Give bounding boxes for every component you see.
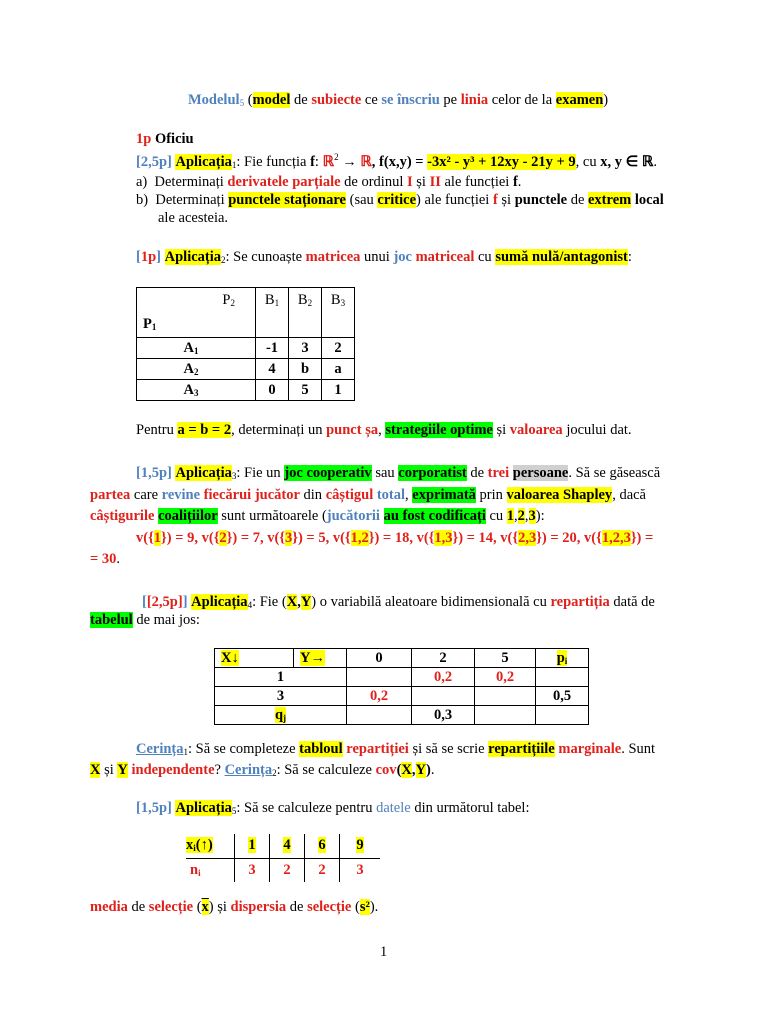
document-title: Modelul$_5$ (model de subiecte ce se înscriu pe linia celor de la examen) <box>188 92 609 108</box>
app3-line2: partea care revine fiecărui jucător din câștigul total, exprimată prin valoarea Shapley, dacă <box>90 487 646 503</box>
matrix-row: $A_3$ 0 5 1 <box>137 380 355 401</box>
app1-item-a: a) Determinați derivatele parțiale de ordinul I și II ale funcției f. <box>136 174 522 190</box>
sample-table: $x_i(↑)$ 1 4 6 9 $n_i$ 3 2 2 3 <box>186 834 380 882</box>
app4-req1: Cerința$_1$: Să se completeze tabloul repartiției și să se scrie repartițiile marginale. Sunt <box>136 741 656 757</box>
app3-line3: câștigurile coalițiilor sunt următoarele (jucătorii au fost codificați cu 1,2,3): <box>90 508 545 524</box>
app4-line1: [[2,5p]] Aplicația$_4$: Fie (X,Y) o variabilă aleatoare bidimensională cu repartiția dată de <box>142 594 655 610</box>
app5-statement: [1,5p] Aplicația$_5$: Să se calculeze pentru datele din următorul tabel: <box>136 800 530 816</box>
app1-item-b: b) Determinați punctele staționare (sau critice) ale funcției f și punctele de extrem local <box>136 192 664 208</box>
matrix-row: $A_1$ -1 3 2 <box>137 338 355 359</box>
distribution-row: 1 0,2 0,2 <box>215 668 589 687</box>
app4-req2: X și Y independente? Cerința$_2$: Să se calculeze cov(X,Y). <box>90 762 435 778</box>
distribution-row: 3 0,2 0,5 <box>215 687 589 706</box>
app2-statement: [1p] Aplicația$_2$: Se cunoaște matricea unui joc matriceal cu sumă nulă/antagonist: <box>136 249 632 265</box>
game-matrix-table <box>136 287 355 401</box>
matrix-header-b2: $B_2$ <box>289 288 322 338</box>
app3-total: = 30. <box>90 551 121 567</box>
app5-question: media de selecție $(\overline{x})$ și dispersia de selecție (s²). <box>90 899 379 915</box>
app1-statement: [2,5p] Aplicația$_1$: Fie funcția f: ℝ$^2$ → ℝ, f(x,y) = -3x² - y³ + 12xy - 21y + 9, cu x, y ∈ ℝ. <box>136 152 657 170</box>
app2-question: Pentru a = b = 2, determinați un punct șa, strategiile optime și valoarea jocului dat. <box>136 422 632 438</box>
oficiu-line: 1p Oficiu <box>136 131 194 147</box>
app1-item-b-cont: ale acesteia. <box>158 210 229 226</box>
app4-line2: tabelul de mai jos: <box>90 612 200 628</box>
distribution-table: X↓ Y→ 0 2 5 $p_i$ 1 0,2 0,2 3 0,2 0,5 $q_j$ 0,3 <box>214 648 589 725</box>
matrix-row: $A_2$ 4 b a <box>137 359 355 380</box>
matrix-header-b3: $B_3$ <box>322 288 355 338</box>
matrix-corner-cell: $P_2$ $P_1$ <box>137 288 256 338</box>
matrix-header-b1: $B_1$ <box>256 288 289 338</box>
app3-line1: [1,5p] Aplicația$_3$: Fie un joc cooperativ sau corporatist de trei persoane. Să se găsească <box>136 465 661 481</box>
distribution-row: $q_j$ 0,3 <box>215 706 589 725</box>
page-number: 1 <box>380 944 388 960</box>
app3-values: v({1}) = 9, v({2}) = 7, v({3}) = 5, v({1,2}) = 18, v({1,3}) = 14, v({2,3}) = 20, v({1,2,3}) = <box>136 530 654 546</box>
